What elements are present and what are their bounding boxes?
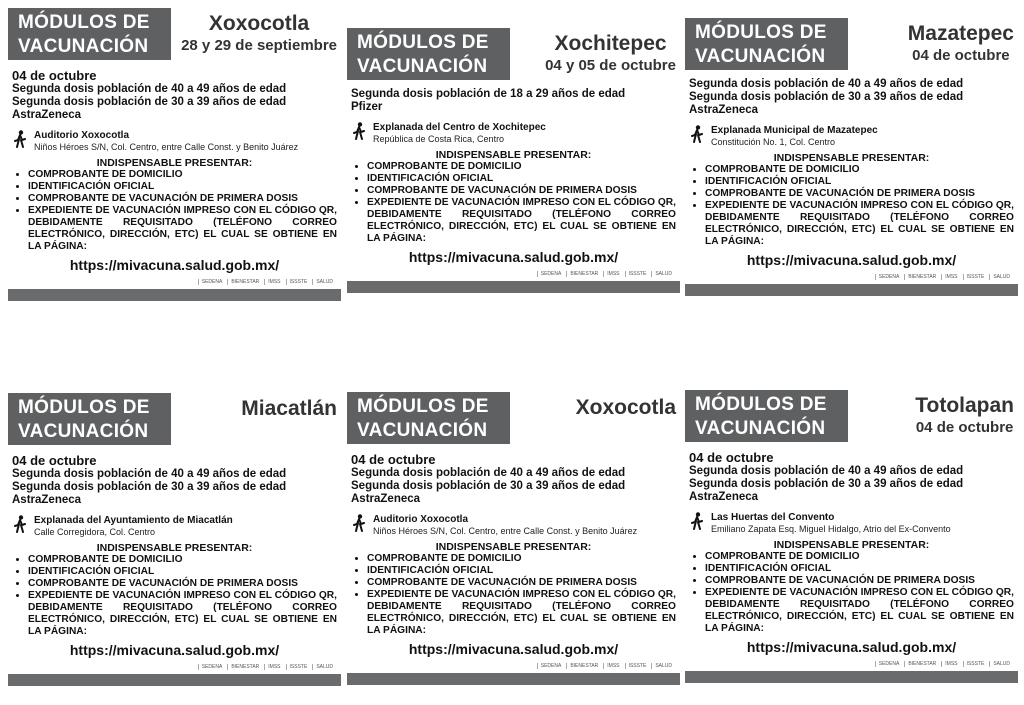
requirement-item: • EXPEDIENTE DE VACUNACIÓN IMPRESO CON EL CÓDIGO QR, DEBIDAMENTE REQUISITADO (TELÉFONO CORREO ELECTRÓNICO, DIRECCIÓN, ETC) EL CUAL SE OBTIENE EN LA PÁGINA: [367,589,676,637]
requirement-item: • COMPROBANTE DE VACUNACIÓN DE PRIMERA DOSIS [28,193,337,205]
date: 04 de octubre [12,453,97,468]
population-line: Segunda dosis población de 30 a 39 años de edad [689,91,964,103]
card-header [347,392,680,450]
walking-person-icon [351,514,367,532]
requirement-item: • COMPROBANTE DE DOMICILIO [705,551,1014,563]
venue-name: Las Huertas del Convento [711,512,835,523]
dates: 04 y 05 de octubre [545,57,676,74]
dates: 28 y 29 de septiembre [181,37,337,54]
vaccine-name: AstraZeneca [351,493,421,505]
institution-logo: SALUD [651,271,672,277]
requirement-item: • EXPEDIENTE DE VACUNACIÓN IMPRESO CON EL CÓDIGO QR, DEBIDAMENTE REQUISITADO (TELÉFONO CORREO ELECTRÓNICO, DIRECCIÓN, ETC) EL CUAL SE OBTIENE EN LA PÁGINA: [28,205,337,253]
institution-logo: SALUD [651,663,672,669]
requirements-title: INDISPENSABLE PRESENTAR: [96,157,253,169]
requirements-list [12,169,337,253]
modules-badge: MÓDULOS DE VACUNACIÓN [685,18,848,70]
venue-address: Emiliano Zapata Esq. Miguel Hidalgo, Atrio del Ex-Convento [711,524,951,534]
institution-logo: SEDENA [875,661,900,667]
requirement-item: • COMPROBANTE DE VACUNACIÓN DE PRIMERA DOSIS [367,185,676,197]
vaccine-url[interactable]: https://mivacuna.salud.gob.mx/ [69,642,280,658]
venue-address: República de Costa Rica, Centro [373,134,505,144]
location-block [241,397,337,421]
requirement-item: • EXPEDIENTE DE VACUNACIÓN IMPRESO CON EL CÓDIGO QR, DEBIDAMENTE REQUISITADO (TELÉFONO CORREO ELECTRÓNICO, DIRECCIÓN, ETC) EL CUAL SE OBTIENE EN LA PÁGINA: [705,587,1014,635]
institution-logo: SEDENA [198,279,223,285]
institution-logo: SEDENA [537,271,562,277]
requirement-item: • COMPROBANTE DE DOMICILIO [367,553,676,565]
requirement-item: • EXPEDIENTE DE VACUNACIÓN IMPRESO CON EL CÓDIGO QR, DEBIDAMENTE REQUISITADO (TELÉFONO CORREO ELECTRÓNICO, DIRECCIÓN, ETC) EL CUAL SE OBTIENE EN LA PÁGINA: [28,590,337,638]
vaccine-name: AstraZeneca [689,104,759,116]
requirements-list [689,164,1014,248]
venue-name: Auditorio Xoxocotla [373,514,468,525]
venue-address: Niños Héroes S/N, Col. Centro, entre Calle Const. y Benito Juárez [34,142,299,152]
population-line: Segunda dosis población de 40 a 49 años de edad [689,78,964,90]
institution-logo: BIENESTAR [904,661,936,667]
requirements-list [689,551,1014,635]
population-line: Segunda dosis población de 18 a 29 años de edad [351,88,626,100]
requirements-title: INDISPENSABLE PRESENTAR: [96,542,253,554]
modules-badge: MÓDULOS DE VACUNACIÓN [347,28,510,80]
institution-logo: BIENESTAR [566,271,598,277]
date: 04 de octubre [351,452,436,467]
venue-name: Explanada del Centro de Xochitepec [373,122,546,133]
requirements-list [12,554,337,638]
vaccine-url[interactable]: https://mivacuna.salud.gob.mx/ [408,641,619,657]
card-header [8,8,341,66]
institution-logo: SEDENA [198,664,223,670]
dates: 04 de octubre [915,419,1014,436]
card-header [8,393,341,451]
institution-logos [12,662,337,672]
location-block [915,394,1014,437]
requirement-item: • IDENTIFICACIÓN OFICIAL [705,563,1014,575]
venue-name: Auditorio Xoxocotla [34,130,129,141]
venue [12,515,337,538]
requirements-title: INDISPENSABLE PRESENTAR: [435,149,592,161]
venue-address: Calle Corregidora, Col. Centro [34,527,156,537]
modules-badge: MÓDULOS DE VACUNACIÓN [8,393,171,445]
venue [351,122,676,145]
city-name: Miacatlán [241,397,337,420]
vaccination-card [347,392,680,685]
venue [689,512,1014,535]
requirement-item: • COMPROBANTE DE VACUNACIÓN DE PRIMERA DOSIS [705,575,1014,587]
venue-address: Constitución No. 1, Col. Centro [711,137,836,147]
city-name: Xoxocotla [575,396,676,419]
institution-logo: BIENESTAR [227,664,259,670]
requirements-title: INDISPENSABLE PRESENTAR: [773,539,930,551]
requirements-title: INDISPENSABLE PRESENTAR: [435,541,592,553]
institution-logos [689,272,1014,282]
date: 04 de octubre [12,68,97,83]
city-name: Xochitepec [554,32,667,55]
requirement-item: • EXPEDIENTE DE VACUNACIÓN IMPRESO CON EL CÓDIGO QR, DEBIDAMENTE REQUISITADO (TELÉFONO CORREO ELECTRÓNICO, DIRECCIÓN, ETC) EL CUAL SE OBTIENE EN LA PÁGINA: [705,200,1014,248]
card-header [685,390,1018,448]
requirement-item: • IDENTIFICACIÓN OFICIAL [705,176,1014,188]
city-name: Mazatepec [907,22,1014,45]
institution-logo: SALUD [989,274,1010,280]
population-line: Segunda dosis población de 30 a 39 años de edad [351,480,626,492]
modules-badge: MÓDULOS DE VACUNACIÓN [8,8,171,60]
institution-logos [351,661,676,671]
institution-logo: BIENESTAR [566,663,598,669]
requirement-item: • COMPROBANTE DE DOMICILIO [28,169,337,181]
city-name: Totolapan [915,394,1014,417]
institution-logo: IMSS [264,279,280,285]
population-line: Segunda dosis población de 30 a 39 años de edad [12,481,287,493]
institution-logos [689,659,1014,669]
institution-logo: ISSSTE [625,271,647,277]
vaccine-url[interactable]: https://mivacuna.salud.gob.mx/ [746,252,957,268]
institution-logos [12,277,337,287]
city-name: Xoxocotla [208,12,310,35]
requirement-item: • COMPROBANTE DE VACUNACIÓN DE PRIMERA DOSIS [28,578,337,590]
walking-person-icon [351,122,367,140]
institution-logo: SALUD [312,664,333,670]
vaccination-card [347,28,680,293]
location-block [545,32,676,75]
location-block [908,22,1014,65]
institution-logo: ISSSTE [963,661,985,667]
institution-logo: SEDENA [537,663,562,669]
dates: 04 de octubre [912,47,1010,64]
requirement-item: • IDENTIFICACIÓN OFICIAL [28,181,337,193]
footer-bar [8,289,341,301]
institution-logo: IMSS [941,274,957,280]
institution-logo: SALUD [312,279,333,285]
walking-person-icon [689,125,705,143]
walking-person-icon [12,130,28,148]
requirement-item: • COMPROBANTE DE DOMICILIO [705,164,1014,176]
vaccine-name: Pfizer [351,101,383,113]
requirement-item: • IDENTIFICACIÓN OFICIAL [367,173,676,185]
institution-logo: ISSSTE [286,664,308,670]
venue-name: Explanada del Ayuntamiento de Miacatlán [34,515,233,526]
footer-bar [685,671,1018,683]
date: 04 de octubre [689,450,774,465]
vaccine-name: AstraZeneca [12,494,82,506]
vaccination-card [685,18,1018,296]
institution-logo: ISSSTE [286,279,308,285]
population-line: Segunda dosis población de 30 a 39 años de edad [689,478,964,490]
venue-address: Niños Héroes S/N, Col. Centro, entre Calle Const. y Benito Juárez [373,526,638,536]
requirement-item: • COMPROBANTE DE DOMICILIO [28,554,337,566]
vaccine-name: AstraZeneca [12,109,82,121]
venue-name: Explanada Municipal de Mazatepec [711,125,878,136]
card-header [347,28,680,86]
venue [351,514,676,537]
institution-logos [351,269,676,279]
footer-bar [347,673,680,685]
venue [12,130,337,153]
location-block [576,396,676,420]
requirement-item: • COMPROBANTE DE DOMICILIO [367,161,676,173]
vaccine-url[interactable]: https://mivacuna.salud.gob.mx/ [746,639,957,655]
footer-bar [347,281,680,293]
venue [689,125,1014,148]
vaccination-card [8,8,341,301]
requirement-item: • EXPEDIENTE DE VACUNACIÓN IMPRESO CON EL CÓDIGO QR, DEBIDAMENTE REQUISITADO (TELÉFONO CORREO ELECTRÓNICO, DIRECCIÓN, ETC) EL CUAL SE OBTIENE EN LA PÁGINA: [367,197,676,245]
modules-badge: MÓDULOS DE VACUNACIÓN [347,392,510,444]
institution-logo: SEDENA [875,274,900,280]
institution-logo: IMSS [603,663,619,669]
location-block [181,12,337,55]
population-line: Segunda dosis población de 40 a 49 años de edad [689,465,964,477]
vaccine-url[interactable]: https://mivacuna.salud.gob.mx/ [408,249,619,265]
walking-person-icon [689,512,705,530]
requirement-item: • COMPROBANTE DE VACUNACIÓN DE PRIMERA DOSIS [705,188,1014,200]
population-line: Segunda dosis población de 40 a 49 años de edad [12,83,287,95]
population-line: Segunda dosis población de 40 a 49 años de edad [351,467,626,479]
footer-bar [8,674,341,686]
requirement-item: • COMPROBANTE DE VACUNACIÓN DE PRIMERA DOSIS [367,577,676,589]
footer-bar [685,284,1018,296]
institution-logo: ISSSTE [625,663,647,669]
institution-logo: ISSSTE [963,274,985,280]
institution-logo: SALUD [989,661,1010,667]
requirement-item: • IDENTIFICACIÓN OFICIAL [28,566,337,578]
walking-person-icon [12,515,28,533]
vaccine-url[interactable]: https://mivacuna.salud.gob.mx/ [69,257,280,273]
requirements-list [351,553,676,637]
vaccination-card [8,393,341,686]
vaccination-card [685,390,1018,683]
population-line: Segunda dosis población de 30 a 39 años de edad [12,96,287,108]
institution-logo: IMSS [264,664,280,670]
institution-logo: IMSS [603,271,619,277]
vaccine-name: AstraZeneca [689,491,759,503]
modules-badge: MÓDULOS DE VACUNACIÓN [685,390,848,442]
requirements-list [351,161,676,245]
card-header [685,18,1018,76]
institution-logo: BIENESTAR [904,274,936,280]
population-line: Segunda dosis población de 40 a 49 años de edad [12,468,287,480]
requirements-title: INDISPENSABLE PRESENTAR: [773,152,930,164]
institution-logo: IMSS [941,661,957,667]
requirement-item: • IDENTIFICACIÓN OFICIAL [367,565,676,577]
institution-logo: BIENESTAR [227,279,259,285]
